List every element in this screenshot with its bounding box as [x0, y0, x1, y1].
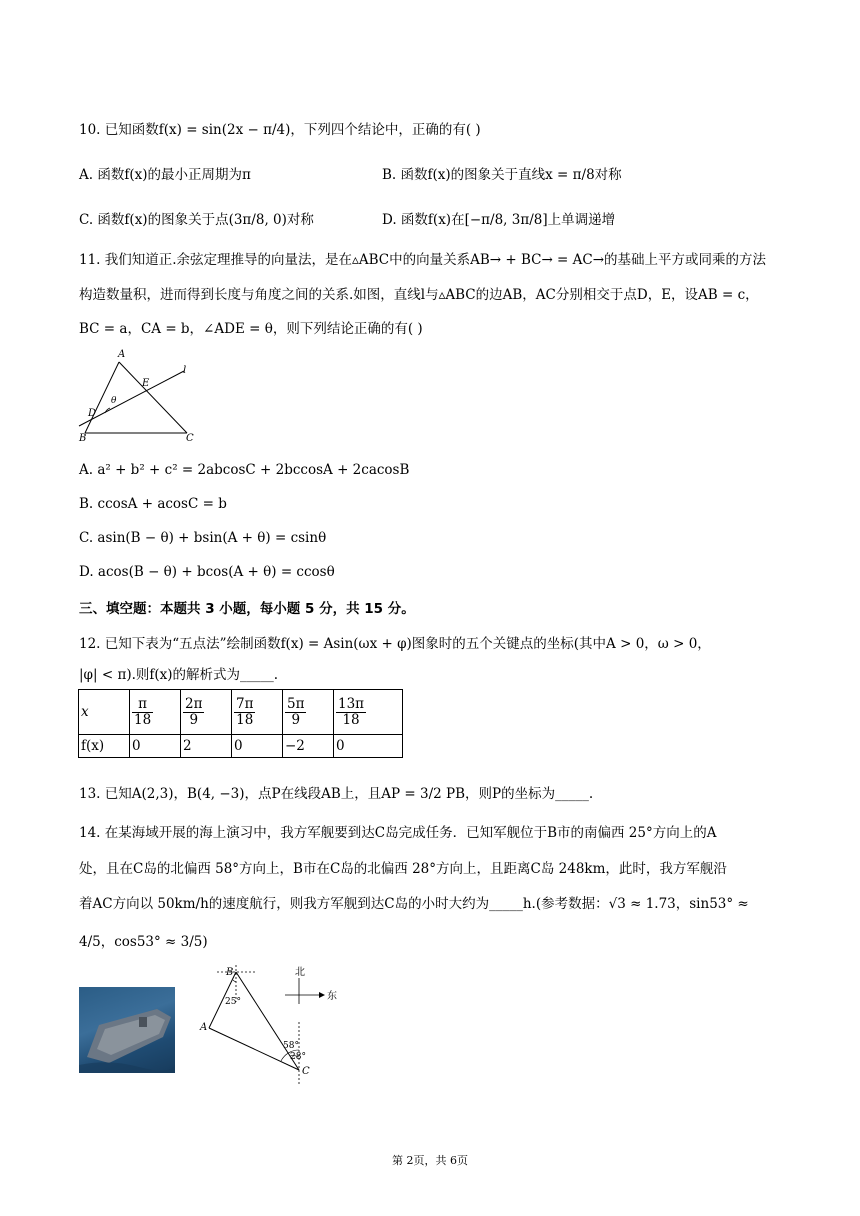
table-cell-x-4 [283, 690, 334, 735]
q14-line-3: 着AC方向以 50km/h的速度航行，则我方军舰到达C岛的小时大约为_____h.(参考数据：√3 ≈ 1.73，sin53° ≈ [79, 896, 749, 912]
q11-option-b: B. ccosA + acosC = b [79, 496, 227, 512]
table-cell-f-4: −2 [283, 735, 334, 758]
label-theta: θ [111, 396, 117, 406]
label-c: C [302, 1066, 310, 1077]
label-c: C [186, 433, 194, 444]
q11-option-c: C. asin(B − θ) + bsin(A + θ) = csinθ [79, 530, 327, 546]
table-cell-x-1 [130, 690, 181, 735]
table-cell-f-3: 0 [232, 735, 283, 758]
q11-option-a: A. a² + b² + c² = 2abcosC + 2bccosA + 2cacosB [79, 462, 410, 478]
label-58: 58° [283, 1041, 299, 1051]
triangle-figure [75, 343, 200, 447]
table-cell-x-5 [334, 690, 403, 735]
x2-numerator: 2π [185, 696, 203, 713]
five-point-table [78, 689, 403, 758]
warship-shape [79, 987, 175, 1073]
x1-numerator: π [132, 697, 153, 712]
x4-numerator: 5π [287, 696, 305, 713]
q14-line-1: 14. 在某海域开展的海上演习中，我方军舰要到达C岛完成任务．已知军舰位于B市的南偏西 25°方向上的A [79, 825, 717, 841]
x3-numerator: 7π [236, 696, 254, 713]
label-28: 28° [290, 1052, 306, 1062]
navigation-figure [195, 962, 345, 1087]
q10-option-b: B. 函数f(x)的图象关于直线x = π/8对称 [382, 167, 622, 183]
section-3-heading: 三、填空题：本题共 3 小题，每小题 5 分，共 15 分。 [79, 601, 415, 617]
q10-option-c: C. 函数f(x)的图象关于点(3π/8, 0)对称 [79, 212, 314, 228]
east-arrow-icon [319, 992, 325, 998]
q12-line-2: |φ| < π).则f(x)的解析式为_____. [79, 667, 279, 683]
label-d: D [88, 408, 97, 419]
label-a: A [200, 1022, 208, 1033]
x1-denominator: 18 [134, 711, 152, 728]
q13-stem: 13. 已知A(2,3)，B(4, −3)，点P在线段AB上，且AP = 3/2 PB，则P的坐标为_____. [79, 786, 594, 802]
label-25: 25° [225, 997, 241, 1007]
q11-option-d: D. acos(B − θ) + bcos(A + θ) = ccosθ [79, 564, 335, 580]
q14-line-2: 处，且在C岛的北偏西 58°方向上，B市在C岛的北偏西 28°方向上，且距离C岛 248km，此时，我方军舰沿 [79, 861, 727, 877]
angle-25-arc [233, 980, 236, 982]
q11-line-2: 构造数量积，进而得到长度与角度之间的关系.如图，直线l与▵ABC的边AB，AC分别相交于点D，E，设AB = c， [79, 287, 759, 303]
x5-numerator: 13π [338, 696, 365, 713]
q10-stem: 10. 已知函数f(x) = sin(2x − π/4)，下列四个结论中，正确的有( ) [79, 122, 481, 138]
side-ac [119, 362, 187, 433]
table-header-x: x [79, 690, 130, 735]
table-cell-f-5: 0 [334, 735, 403, 758]
warship-photo [79, 987, 175, 1073]
label-north: 北 [295, 967, 305, 978]
x5-denominator: 18 [342, 711, 360, 728]
table-cell-f-1: 0 [130, 735, 181, 758]
x4-denominator: 9 [291, 711, 301, 728]
table-row-x [79, 690, 403, 735]
ship-island [139, 1017, 147, 1027]
sea-wake [79, 1062, 175, 1073]
x3-denominator: 18 [236, 711, 254, 728]
q10-option-a: A. 函数f(x)的最小正周期为π [79, 167, 251, 183]
q10-option-d: D. 函数f(x)在[−π/8, 3π/8]上单调递增 [382, 212, 616, 228]
label-e: E [142, 378, 150, 389]
table-row-f [79, 735, 403, 758]
label-l: l [183, 365, 187, 376]
q11-line-3: BC = a，CA = b，∠ADE = θ，则下列结论正确的有( ) [79, 321, 423, 337]
table-cell-f-2: 2 [181, 735, 232, 758]
q12-line-1: 12. 已知下表为“五点法”绘制函数f(x) = Asin(ωx + φ)图象时的五个关键点的坐标(其中A > 0，ω > 0， [79, 636, 711, 652]
page-footer: 第 2页，共 6页 [392, 1154, 468, 1167]
label-east: 东 [327, 991, 337, 1002]
table-header-f: f(x) [79, 735, 130, 758]
table-cell-x-3 [232, 690, 283, 735]
label-b: B [226, 967, 234, 978]
label-a: A [118, 349, 126, 360]
label-b: B [79, 433, 87, 444]
q14-line-4: 4/5，cos53° ≈ 3/5) [79, 934, 208, 950]
x2-denominator: 9 [189, 711, 199, 728]
table-cell-x-2 [181, 690, 232, 735]
q11-line-1: 11. 我们知道正.余弦定理推导的向量法，是在▵ABC中的向量关系AB→ + BC→ = AC→的基础上平方或同乘的方法 [79, 252, 767, 268]
